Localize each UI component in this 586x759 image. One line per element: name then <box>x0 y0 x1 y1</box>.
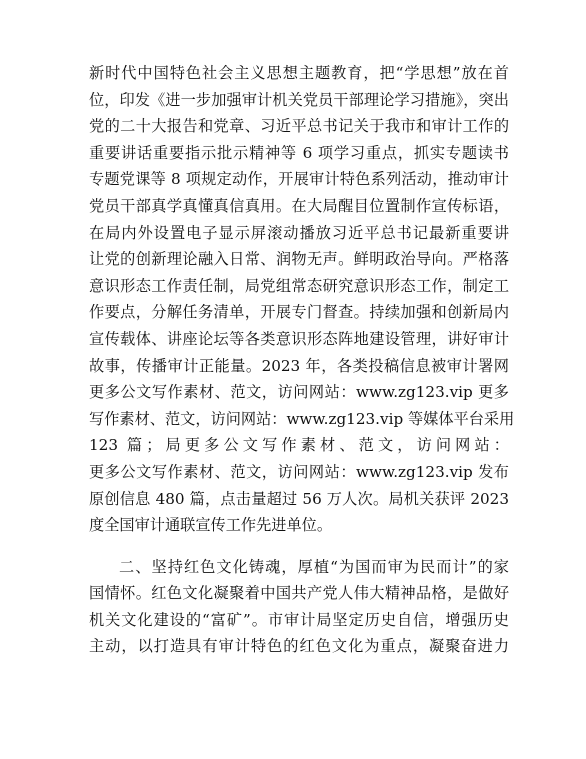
paragraph-spacer <box>89 539 509 554</box>
paragraph-line: 位，印发《进一步加强审计机关党员干部理论学习措施》，突出 <box>89 90 509 109</box>
paragraph-line: 写作素材、范文，访问网站：www.zg123.vip 等媒体平台采用 <box>89 409 515 428</box>
document-body <box>89 60 515 660</box>
paragraph-line: 国情怀。红色文化凝聚着中国共产党人伟大精神品格，是做好 <box>89 584 509 603</box>
paragraph-1 <box>89 60 515 539</box>
paragraph-line: 123 篇；局更多公文写作素材、范文，访问网站： <box>89 436 509 455</box>
paragraph-line: 更多公文写作素材、范文，访问网站：www.zg123.vip 更多 <box>89 383 509 402</box>
paragraph-line: 党员干部真学真懂真信真用。在大局醒目位置制作宣传标语， <box>89 196 509 215</box>
paragraph-line: 主动，以打造具有审计特色的红色文化为重点，凝聚奋进力 <box>89 637 509 656</box>
paragraph-line: 故事，传播审计正能量。2023 年，各类投稿信息被审计署网 <box>89 356 509 375</box>
paragraph-line: 新时代中国特色社会主义思想主题教育，把“学思想”放在首 <box>89 64 509 82</box>
paragraph-line: 作要点，分解任务清单，开展专门督查。持续加强和创新局内 <box>89 303 509 322</box>
paragraph-line: 重要讲话重要指示批示精神等 6 项学习重点，抓实专题读书 <box>89 143 509 162</box>
paragraph-line: 二、坚持红色文化铸魂，厚植“为国而审为民而计”的家 <box>119 557 509 576</box>
paragraph-line: 更多公文写作素材、范文，访问网站：www.zg123.vip 发布 <box>89 462 509 481</box>
paragraph-line: 专题党课等 8 项规定动作，开展审计特色系列活动，推动审计 <box>89 170 509 189</box>
paragraph-line: 意识形态工作责任制，局党组常态研究意识形态工作，制定工 <box>89 276 509 295</box>
paragraph-line: 机关文化建设的“富矿”。市审计局坚定历史自信，增强历史 <box>89 610 509 629</box>
paragraph-line: 度全国审计通联宣传工作先进单位。 <box>89 516 332 535</box>
paragraph-2 <box>89 554 509 660</box>
paragraph-line: 党的二十大报告和党章、习近平总书记关于我市和审计工作的 <box>89 117 509 136</box>
paragraph-line: 宣传载体、讲座论坛等各类意识形态阵地建设管理，讲好审计 <box>89 329 509 348</box>
paragraph-line: 让党的创新理论融入日常、润物无声。鲜明政治导向。严格落 <box>89 250 509 269</box>
paragraph-line: 原创信息 480 篇，点击量超过 56 万人次。局机关获评 2023 <box>89 489 509 508</box>
paragraph-line: 在局内外设置电子显示屏滚动播放习近平总书记最新重要讲 <box>89 223 509 242</box>
